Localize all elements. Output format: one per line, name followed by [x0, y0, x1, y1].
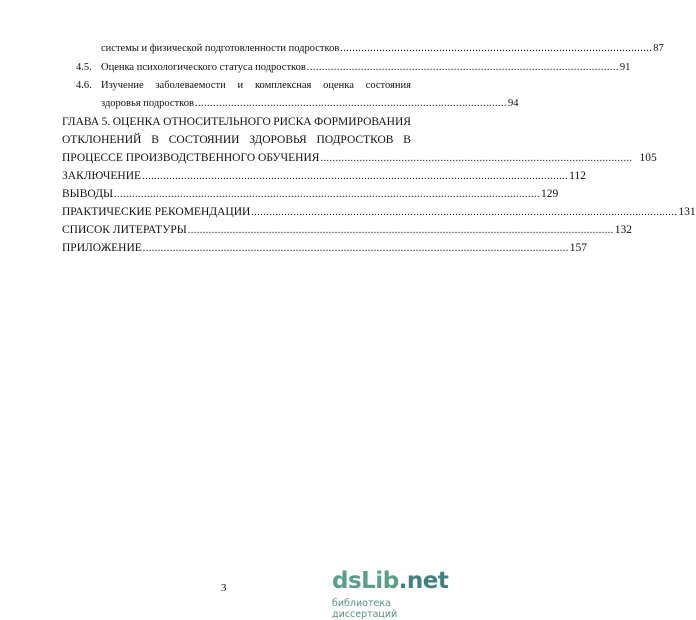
- logo-name: [332, 568, 448, 594]
- dot-leader: ........................................................................................................: [194, 98, 507, 109]
- toc-entry-recommendations[interactable]: [62, 206, 696, 218]
- word: ОЦЕНКА: [112, 116, 161, 128]
- word: состояния: [365, 80, 411, 91]
- toc-entry-text: ЗАКЛЮЧЕНИЕ: [62, 170, 142, 182]
- toc-entry-text: ПРОЦЕССЕ ПРОИЗВОДСТВЕННОГО ОБУЧЕНИЯ: [62, 152, 320, 164]
- word: и: [237, 80, 244, 91]
- dot-leader: ........................................................................................................: [340, 43, 653, 54]
- word: СОСТОЯНИИ: [168, 134, 240, 146]
- word: 5.: [101, 116, 111, 128]
- word: ГЛАВА: [62, 116, 100, 128]
- toc-chapter-5-line1[interactable]: [62, 116, 411, 128]
- toc-page-number: 132: [614, 224, 633, 236]
- toc-chapter-5-line3[interactable]: [62, 152, 657, 164]
- toc-entry-appendix[interactable]: [62, 242, 588, 254]
- dot-leader: ..............................................................................................................................................: [251, 207, 678, 218]
- dot-leader: ........................................................................................................: [306, 62, 619, 73]
- page-number: 3: [221, 582, 227, 594]
- word: В: [151, 134, 159, 146]
- word: ЗДОРОВЬЯ: [249, 134, 307, 146]
- word: В: [403, 134, 411, 146]
- toc-entry-findings[interactable]: [62, 188, 559, 200]
- toc-entry-4-6-line1[interactable]: [101, 80, 411, 91]
- toc-entry-text: Оценка психологического статуса подростков: [101, 62, 306, 73]
- word: ПОДРОСТКОВ: [316, 134, 394, 146]
- word: оценка: [323, 80, 354, 91]
- toc-entry-references[interactable]: [62, 224, 633, 236]
- toc-entry-text: СПИСОК ЛИТЕРАТУРЫ: [62, 224, 187, 236]
- toc-page-number: 105: [639, 152, 657, 164]
- toc-entry-text: системы и физической подготовленности подростков: [101, 43, 340, 54]
- word: комплексная: [254, 80, 312, 91]
- word: ФОРМИРОВАНИЯ: [314, 116, 411, 128]
- word: РИСКА: [273, 116, 312, 128]
- section-number: 4.5.: [76, 62, 92, 73]
- logo-name-main: dsLib: [332, 568, 399, 594]
- dot-leader: ..............................................................................................................................................: [142, 243, 569, 254]
- toc-entry-text: ВЫВОДЫ: [62, 188, 113, 200]
- toc-entry-4-5[interactable]: [101, 62, 631, 73]
- dot-leader: ..............................................................................................................................................: [142, 171, 569, 182]
- toc-entry-text: ПРАКТИЧЕСКИЕ РЕКОМЕНДАЦИИ: [62, 206, 251, 218]
- toc-chapter-5-line2[interactable]: [62, 134, 411, 146]
- toc-entry-continuation[interactable]: [101, 43, 664, 54]
- dot-leader: ........................................................................................................: [320, 153, 633, 164]
- dot-leader: ..............................................................................................................................................: [113, 189, 540, 200]
- toc-entry-text: здоровья подростков: [101, 98, 194, 109]
- dslib-logo: [332, 568, 449, 620]
- word: Изучение: [101, 80, 144, 91]
- word: ОТКЛОНЕНИЙ: [62, 134, 142, 146]
- logo-tagline: библиотека диссертаций: [332, 598, 398, 620]
- toc-entry-text: ПРИЛОЖЕНИЕ: [62, 242, 142, 254]
- toc-entry-conclusion[interactable]: [62, 170, 586, 182]
- word: заболеваемости: [155, 80, 226, 91]
- section-number: 4.6.: [76, 80, 92, 91]
- toc-page-number: 157: [569, 242, 588, 254]
- toc-page-number: 112: [569, 170, 586, 182]
- toc-page-number: 129: [540, 188, 559, 200]
- logo-name-accent: .net: [398, 568, 449, 594]
- toc-page-number: 87: [653, 43, 664, 54]
- toc-page-number: 94: [507, 98, 519, 109]
- toc-entry-4-6-line2[interactable]: [101, 98, 519, 109]
- toc-page-number: 91: [619, 62, 631, 73]
- toc-page-number: 131: [678, 206, 696, 218]
- dot-leader: ..............................................................................................................................................: [187, 225, 614, 236]
- word: ОТНОСИТЕЛЬНОГО: [163, 116, 271, 128]
